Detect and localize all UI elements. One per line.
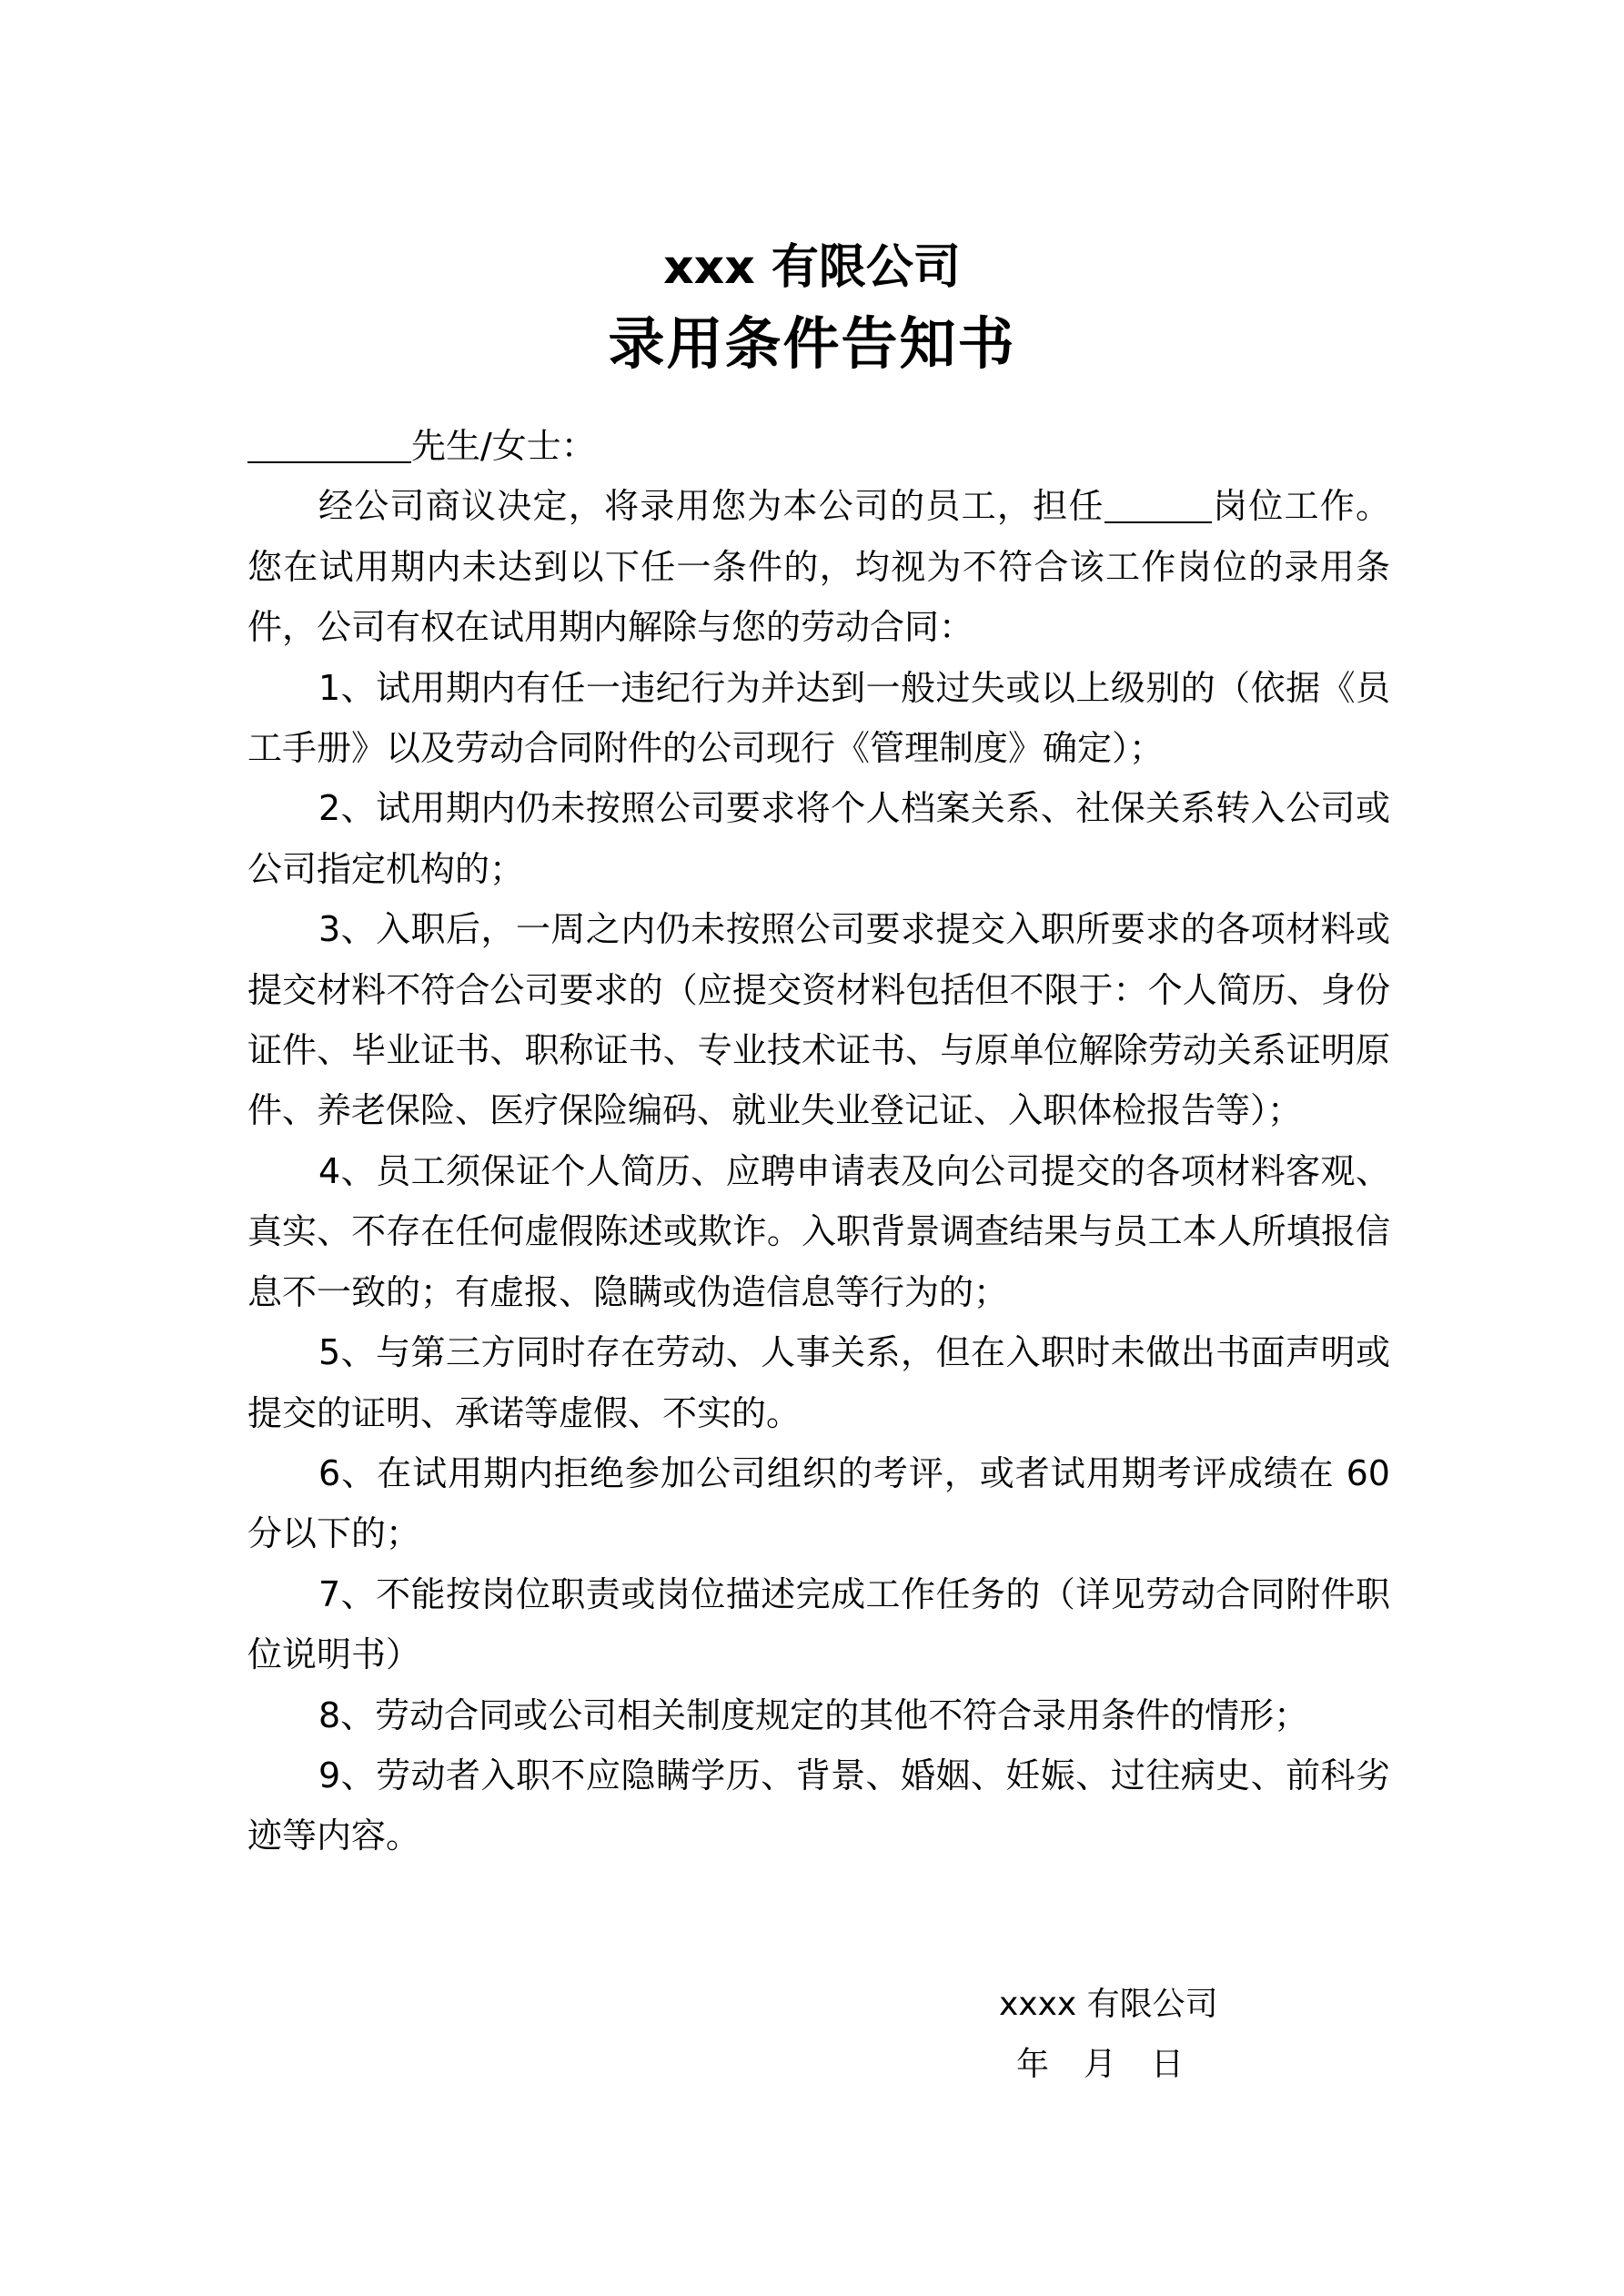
greeting: [247, 416, 1390, 476]
company-heading: xxx 有限公司: [663, 240, 961, 295]
date-day: 日: [1151, 2046, 1185, 2083]
condition-item-1: 1、试用期内有任一违纪行为并达到一般过失或以上级别的（依据《员工手册》以及劳动合同附件的公司现行《管理制度》确定）；: [247, 667, 1390, 769]
condition-item-3: 3、入职后，一周之内仍未按照公司要求提交入职所要求的各项材料或提交材料不符合公司要求的（应提交资材料包括但不限于：个人简历、身份证件、毕业证书、职称证书、专业技术证书、与原单位解除劳动关系证明原件、养老保险、医疗保险编码、就业失业登记证、入职体检报告等）；: [247, 909, 1390, 1131]
condition-item-6: 6、在试用期内拒绝参加公司组织的考评，或者试用期考评成绩在 60 分以下的；: [247, 1452, 1390, 1554]
condition-item-9: 9、劳动者入职不应隐瞒学历、背景、婚姻、妊娠、过往病史、前科劣迹等内容。: [247, 1755, 1390, 1856]
condition-item-7: 7、不能按岗位职责或岗位描述完成工作任务的（详见劳动合同附件职位说明书）: [247, 1573, 1390, 1675]
condition-item-2: 2、试用期内仍未按照公司要求将个人档案关系、社保关系转入公司或公司指定机构的；: [247, 788, 1390, 889]
condition-item-5: 5、与第三方同时存在劳动、人事关系，但在入职时未做出书面声明或提交的证明、承诺等虚假、不实的。: [247, 1332, 1390, 1433]
intro-paragraph: [247, 476, 1390, 657]
document-title: 录用条件告知书: [608, 310, 1016, 377]
position-blank: [1105, 485, 1212, 523]
greeting-suffix: 先生/女士：: [411, 426, 596, 466]
signature-company: xxxx 有限公司: [999, 1986, 1218, 2023]
date-month: 月: [1084, 2046, 1117, 2083]
intro-text-2: 岗位工作。您在试用期内未达到以下任一条件的，均视为不符合该工作岗位的录用条件，公司有权在试用期内解除与您的劳动合同：: [247, 486, 1390, 648]
document-body: [247, 416, 1390, 1866]
condition-item-4: 4、员工须保证个人简历、应聘申请表及向公司提交的各项材料客观、真实、不存在任何虚假陈述或欺诈。入职背景调查结果与员工本人所填报信息不一致的；有虚报、隐瞒或伪造信息等行为的；: [247, 1150, 1390, 1312]
date-year: 年: [1016, 2046, 1050, 2083]
signature-date: [1016, 2042, 1218, 2088]
intro-text-1: 经公司商议决定，将录用您为本公司的员工，担任: [318, 486, 1105, 527]
condition-item-8: 8、劳动合同或公司相关制度规定的其他不符合录用条件的情形；: [318, 1694, 1309, 1735]
name-blank: [247, 425, 411, 463]
